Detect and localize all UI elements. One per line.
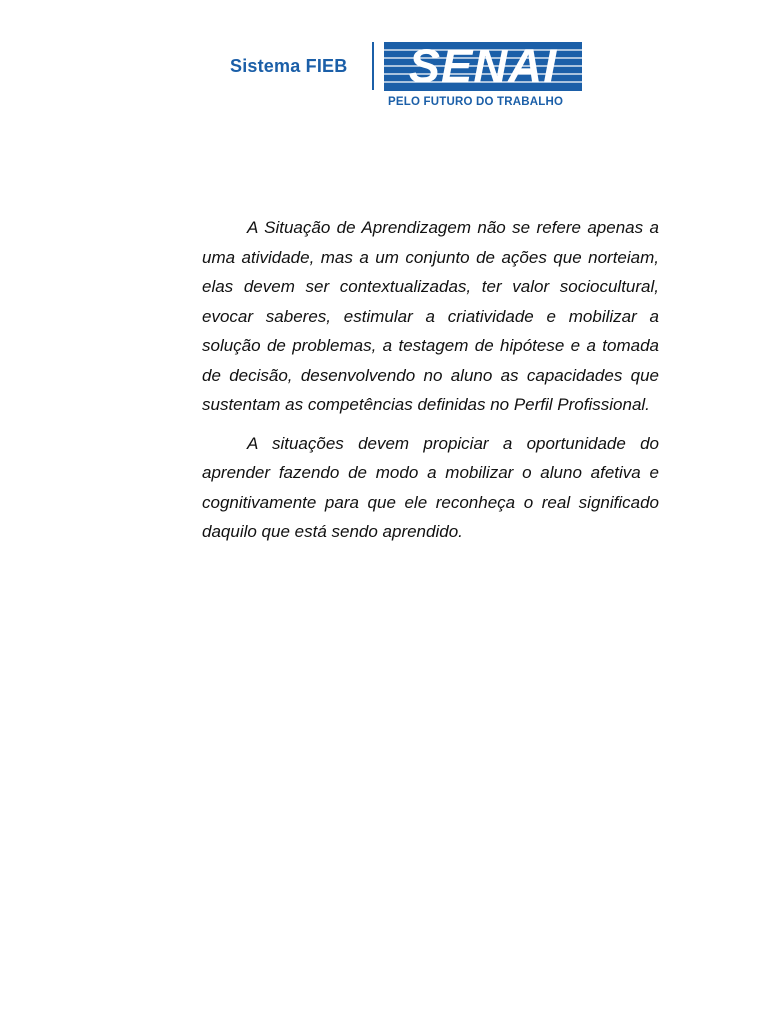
logo-tagline: PELO FUTURO DO TRABALHO [388, 96, 564, 108]
paragraph-1: A Situação de Aprendizagem não se refere apenas a uma atividade, mas a um conjunto de ações que norteiam, elas devem ser contextualizadas, ter valor sociocultural, evocar saberes, estimular a criatividade e mobilizar a solução de problemas, a testagem de hipótese e a tomada de decisão, desenvolvendo no aluno as capacidades que sustentam as competências definidas no Perfil Profissional. [202, 218, 659, 414]
logo-divider [372, 42, 374, 90]
org-label: Sistema FIEB [230, 56, 348, 76]
senai-logo [384, 42, 582, 91]
logo-text: SENAI [408, 42, 558, 91]
paragraph-2: A situações devem propiciar a oportunidade do aprender fazendo de modo a mobilizar o aluno afetiva e cognitivamente para que ele reconheça o real significado daquilo que está sendo aprendido. [202, 433, 659, 541]
document-body [202, 213, 659, 556]
header [230, 40, 590, 115]
